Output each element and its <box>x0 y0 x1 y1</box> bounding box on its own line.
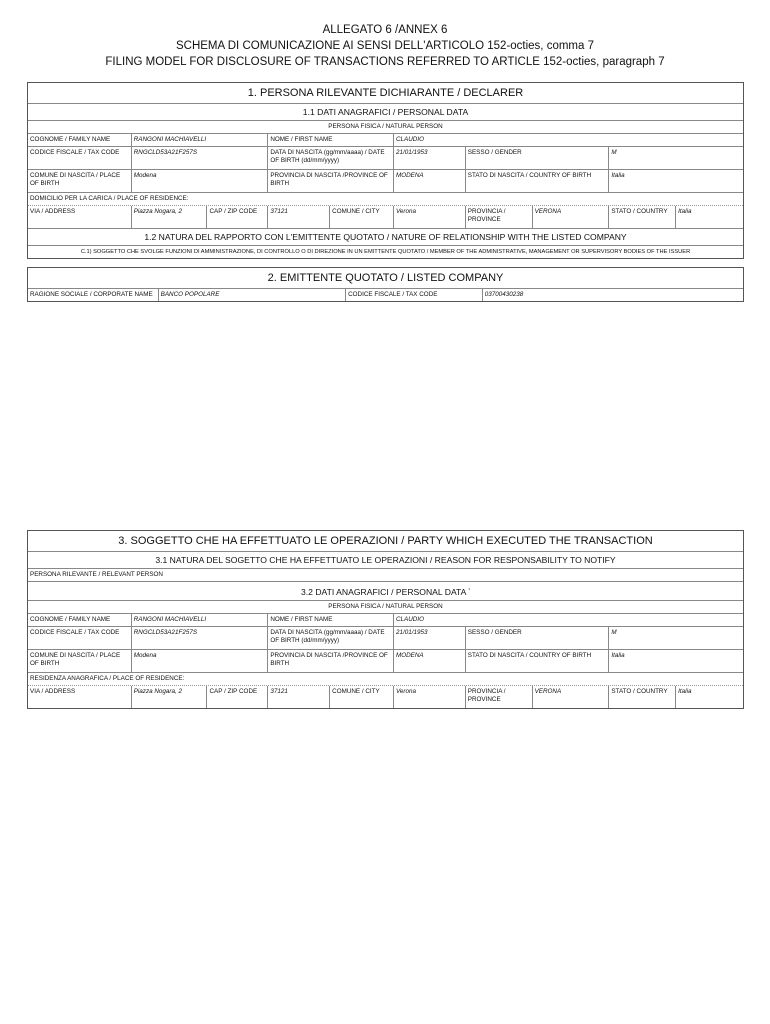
zip-field[interactable]: 37121 <box>267 206 329 228</box>
country-field[interactable]: Italia <box>675 206 743 228</box>
header-schema: SCHEMA DI COMUNICAZIONE AI SENSI DELL'ARTICOLO 152-octies, comma 7 <box>175 40 594 52</box>
city-label: COMUNE / CITY <box>329 686 393 708</box>
first-name-field[interactable]: CLAUDIO <box>393 614 743 626</box>
section1-address-row <box>28 205 743 228</box>
city-field[interactable]: Verona <box>393 686 465 708</box>
company-tax-code-label: CODICE FISCALE / TAX CODE <box>345 289 482 301</box>
reason-text[interactable]: PERSONA RILEVANTE / RELEVANT PERSON <box>30 571 163 578</box>
tax-code-label: CODICE FISCALE / TAX CODE <box>30 628 120 636</box>
birth-province-field[interactable]: MODENA <box>393 170 465 192</box>
gender-label: SESSO / GENDER <box>465 147 609 169</box>
section3-subtitle-row <box>28 581 743 600</box>
company-tax-code-field[interactable]: 03700430238 <box>482 289 743 301</box>
section1-subtitle-row <box>28 103 743 120</box>
section1-title-row <box>28 83 743 103</box>
zip-label: CAP / ZIP CODE <box>206 686 267 708</box>
family-name-field[interactable]: RANGONI MACHIAVELLI <box>131 134 268 146</box>
company-label: RAGIONE SOCIALE / CORPORATE NAME <box>30 291 153 298</box>
section2-title-row <box>28 268 743 288</box>
address-field[interactable]: Piazza Nogara, 2 <box>131 206 207 228</box>
section1-relationship-title-row <box>28 228 743 245</box>
address-label: VIA / ADDRESS <box>30 687 76 695</box>
birth-place-field[interactable]: Modena <box>131 170 268 192</box>
reason-title: 3.1 NATURA DEL SOGETTO CHE HA EFFETTUATO LE OPERAZIONI / REASON FOR RESPONSABILITY TO NOTIFY <box>155 555 616 565</box>
section3-person-type: PERSONA FISICA / NATURAL PERSON <box>328 602 443 610</box>
first-name-label: NOME / FIRST NAME <box>267 614 393 626</box>
birth-date-label: DATA DI NASCITA (gg/mm/aaaa) / DATE OF BIRTH (dd/mm/yyyy) <box>267 627 393 649</box>
birth-country-label: STATO DI NASCITA / COUNTRY OF BIRTH <box>465 170 609 192</box>
tax-code-label: CODICE FISCALE / TAX CODE <box>30 149 120 156</box>
section-executing-party <box>27 530 744 709</box>
tax-code-field[interactable]: RNGCLD53A21F257S <box>131 627 268 649</box>
section1-relationship-row <box>28 245 743 258</box>
city-label: COMUNE / CITY <box>329 206 393 228</box>
birth-place-label: COMUNE DI NASCITA / PLACE OF BIRTH <box>30 172 121 187</box>
relationship-title: 1.2 NATURA DEL RAPPORTO CON L'EMITTENTE QUOTATO / NATURE OF RELATIONSHIP WITH THE LISTED COMPANY <box>144 232 627 242</box>
province-label: PROVINCIA / PROVINCE <box>465 686 532 708</box>
section1-person-type-row <box>28 120 743 133</box>
header-annex: ALLEGATO 6 /ANNEX 6 <box>322 24 448 36</box>
footnote-mark: ¹ <box>468 587 470 593</box>
section1-subtitle: 1.1 DATI ANAGRAFICI / PERSONAL DATA <box>302 107 469 117</box>
zip-field[interactable]: 37121 <box>267 686 329 708</box>
family-name-field[interactable]: RANGONI MACHIAVELLI <box>131 614 268 626</box>
section1-residence-row <box>28 192 743 205</box>
section3-birth-row <box>28 649 743 672</box>
first-name-label: NOME / FIRST NAME <box>267 134 393 146</box>
province-label: PROVINCIA / PROVINCE <box>465 206 532 228</box>
birth-province-label: PROVINCIA DI NASCITA /PROVINCE OF BIRTH <box>267 170 393 192</box>
section1-person-type: PERSONA FISICA / NATURAL PERSON <box>328 123 443 130</box>
first-name-field[interactable]: CLAUDIO <box>393 134 743 146</box>
section3-subtitle <box>28 582 743 600</box>
gender-field[interactable]: M <box>608 147 743 169</box>
section-listed-company <box>27 267 744 302</box>
province-field[interactable]: VERONA <box>532 206 609 228</box>
section3-name-row <box>28 613 743 626</box>
section3-title-row <box>28 531 743 551</box>
birth-province-field[interactable]: MODENA <box>393 650 465 672</box>
company-field[interactable]: BANCO POPOLARE <box>158 289 345 301</box>
section1-birth-row <box>28 169 743 192</box>
section3-person-type-row <box>28 600 743 613</box>
section3-address-row <box>28 685 743 708</box>
birth-country-field[interactable]: Italia <box>608 650 743 672</box>
family-name-label: COGNOME / FAMILY NAME <box>30 136 111 143</box>
section-declarer <box>27 82 744 259</box>
gender-label: SESSO / GENDER <box>465 627 609 649</box>
section1-tax-row <box>28 146 743 169</box>
birth-country-label: STATO DI NASCITA / COUNTRY OF BIRTH <box>465 650 609 672</box>
zip-label: CAP / ZIP CODE <box>206 206 267 228</box>
address-field[interactable]: Piazza Nogara, 2 <box>131 686 207 708</box>
section3-reason-row <box>28 568 743 581</box>
section3-residence-row <box>28 672 743 685</box>
family-name-label: COGNOME / FAMILY NAME <box>30 615 111 623</box>
section3-reason-title-row <box>28 551 743 568</box>
tax-code-field[interactable]: RNGCLD53A21F257S <box>131 147 268 169</box>
city-field[interactable]: Verona <box>393 206 465 228</box>
birth-place-field[interactable]: Modena <box>131 650 268 672</box>
birth-place-label: COMUNE DI NASCITA / PLACE OF BIRTH <box>30 651 121 667</box>
birth-date-field[interactable]: 21/01/1953 <box>393 627 465 649</box>
gender-field[interactable]: M <box>608 627 743 649</box>
birth-date-label: DATA DI NASCITA (gg/mm/aaaa) / DATE OF BIRTH (dd/mm/yyyy) <box>267 147 393 169</box>
section1-name-row <box>28 133 743 146</box>
section3-subtitle-text: 3.2 DATI ANAGRAFICI / PERSONAL DATA <box>301 586 466 597</box>
country-field[interactable]: Italia <box>675 686 743 708</box>
section3-title: 3. SOGGETTO CHE HA EFFETTUATO LE OPERAZIONI / PARTY WHICH EXECUTED THE TRANSACTION <box>118 535 653 547</box>
country-label: STATO / COUNTRY <box>608 686 675 708</box>
birth-country-field[interactable]: Italia <box>608 170 743 192</box>
section3-tax-row <box>28 626 743 649</box>
address-label: VIA / ADDRESS <box>30 208 76 215</box>
country-label: STATO / COUNTRY <box>608 206 675 228</box>
relationship-text[interactable]: C.1) SOGGETTO CHE SVOLGE FUNZIONI DI AMMINISTRAZIONE, DI CONTROLLO O DI DIREZIONE IN UN EMITTENTE QUOTATO / MEMBER OF THE ADMINISTRATIVE, MANAGEMENT OR SUPERVISORY BODIES OF THE ISSUER <box>80 249 691 255</box>
residence-label: DOMICILIO PER LA CARICA / PLACE OF RESIDENCE: <box>30 195 189 202</box>
section2-title: 2. EMITTENTE QUOTATO / LISTED COMPANY <box>267 272 504 284</box>
section2-company-row <box>28 288 743 301</box>
section1-title: 1. PERSONA RILEVANTE DICHIARANTE / DECLARER <box>247 87 524 99</box>
residence-label: RESIDENZA ANAGRAFICA / PLACE OF RESIDENCE: <box>30 674 185 682</box>
document-header <box>0 22 770 70</box>
birth-province-label: PROVINCIA DI NASCITA /PROVINCE OF BIRTH <box>267 650 393 672</box>
province-field[interactable]: VERONA <box>532 686 609 708</box>
header-filing-model: FILING MODEL FOR DISCLOSURE OF TRANSACTIONS REFERRED TO ARTICLE 152-octies, paragraph 7 <box>105 56 665 68</box>
birth-date-field[interactable]: 21/01/1953 <box>393 147 465 169</box>
